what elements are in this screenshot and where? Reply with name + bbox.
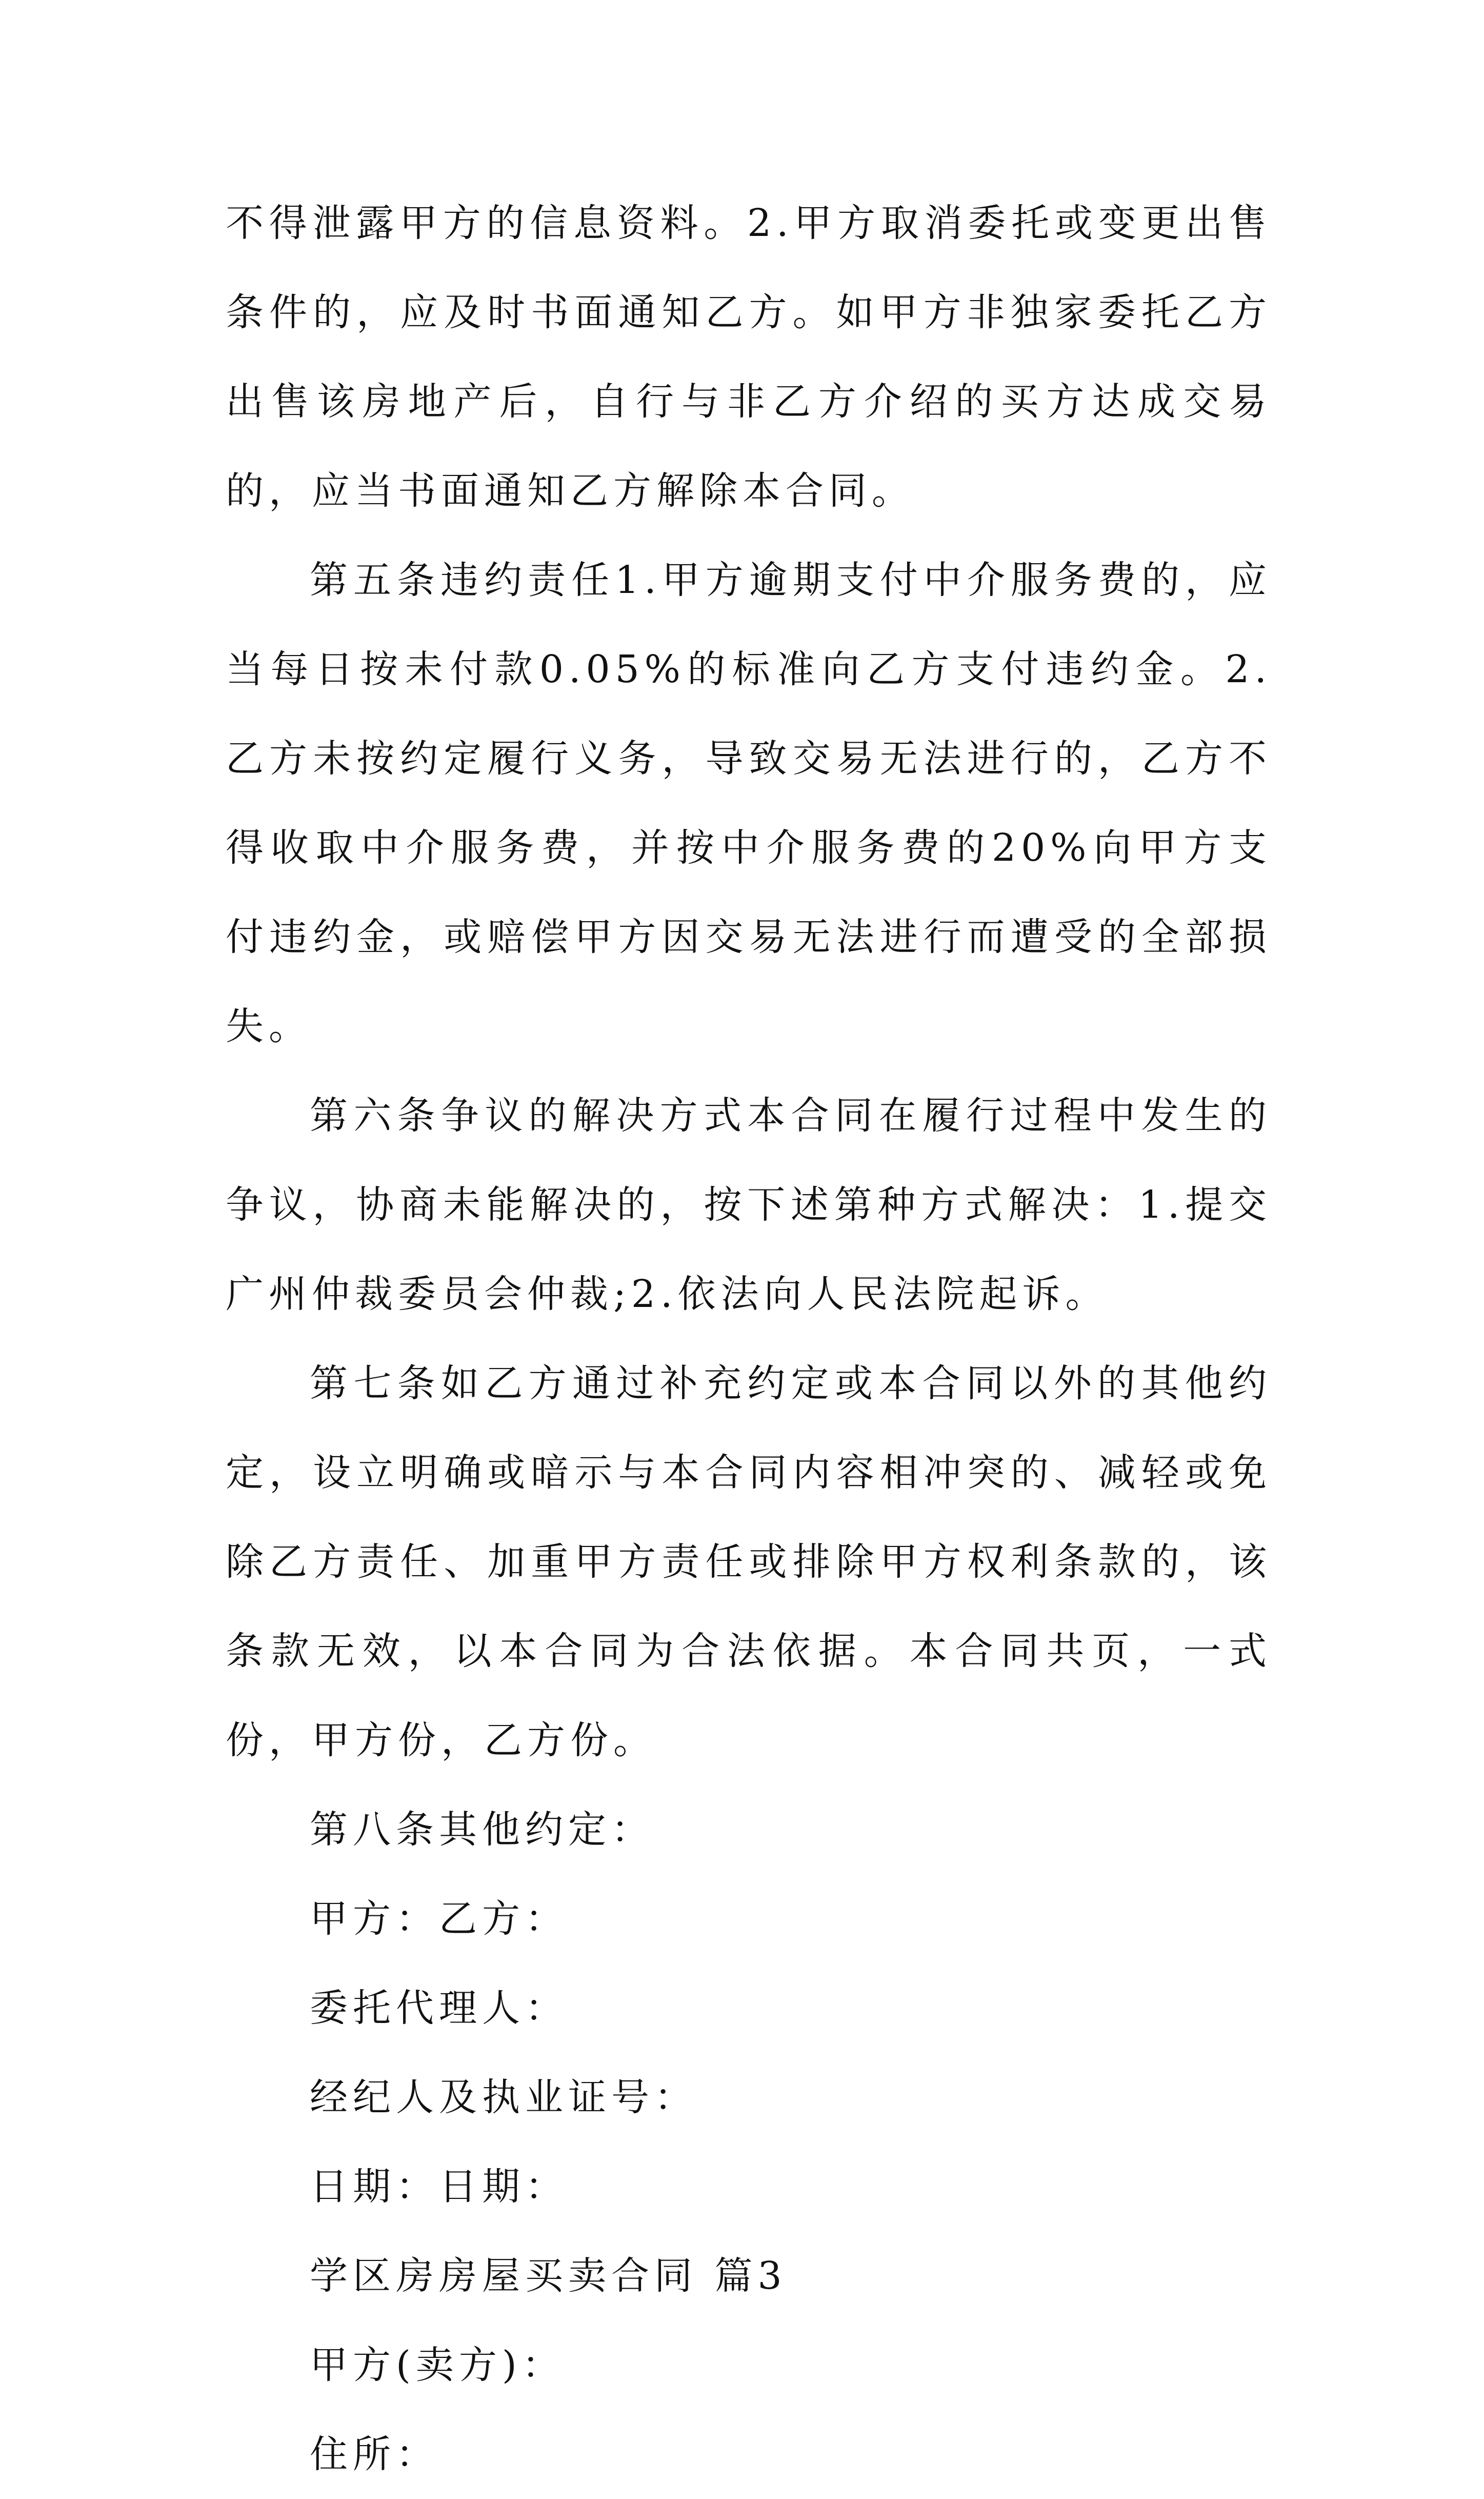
- line-broker-license: 经纪人及执业证号：: [310, 2075, 697, 2119]
- paragraph-article-6: 第六条争议的解决方式本合同在履行过程中发生的争议，协商未能解决的，按下述第种方式解决：1.提交广州仲裁委员会仲裁;2.依法向人民法院起诉。: [226, 1094, 1272, 1316]
- document-body: [226, 179, 1272, 2499]
- paragraph-article-7: 第七条如乙方通过补充约定或本合同以外的其他约定，设立明确或暗示与本合同内容相冲突的、减轻或免除乙方责任、加重甲方责任或排除甲方权利条款的，该条款无效，以本合同为合法依据。本合同共页，一式份，甲方份，乙方份。: [226, 1361, 1272, 1762]
- section-heading: 学区房房屋买卖合同 篇3: [310, 2254, 787, 2298]
- line-dates: 日期：日期：: [310, 2165, 568, 2209]
- line-parties: 甲方：乙方：: [310, 1897, 568, 1941]
- line-address: 住所：: [310, 2432, 439, 2476]
- paragraph-continuation: 不得泄露甲方的信息资料。2.甲方取消委托或变更出售条件的，应及时书面通知乙方。如甲方非独家委托乙方出售该房地产后，自行与非乙方介绍的买方达成交易的，应当书面通知乙方解除本合同。: [226, 201, 1272, 513]
- line-agent: 委托代理人：: [310, 1986, 568, 2030]
- paragraph-article-5: 第五条违约责任1.甲方逾期支付中介服务费的，应当每日按未付款0.05%的标准向乙方支付违约金。2.乙方未按约定履行义务，导致交易无法进行的，乙方不得收取中介服务费，并按中介服务费的20%向甲方支付违约金，或赔偿甲方因交易无法进行而遭受的全部损失。: [226, 558, 1272, 1048]
- line-seller: 甲方(卖方)：: [310, 2343, 565, 2387]
- line-article-8: 第八条其他约定：: [310, 1808, 654, 1852]
